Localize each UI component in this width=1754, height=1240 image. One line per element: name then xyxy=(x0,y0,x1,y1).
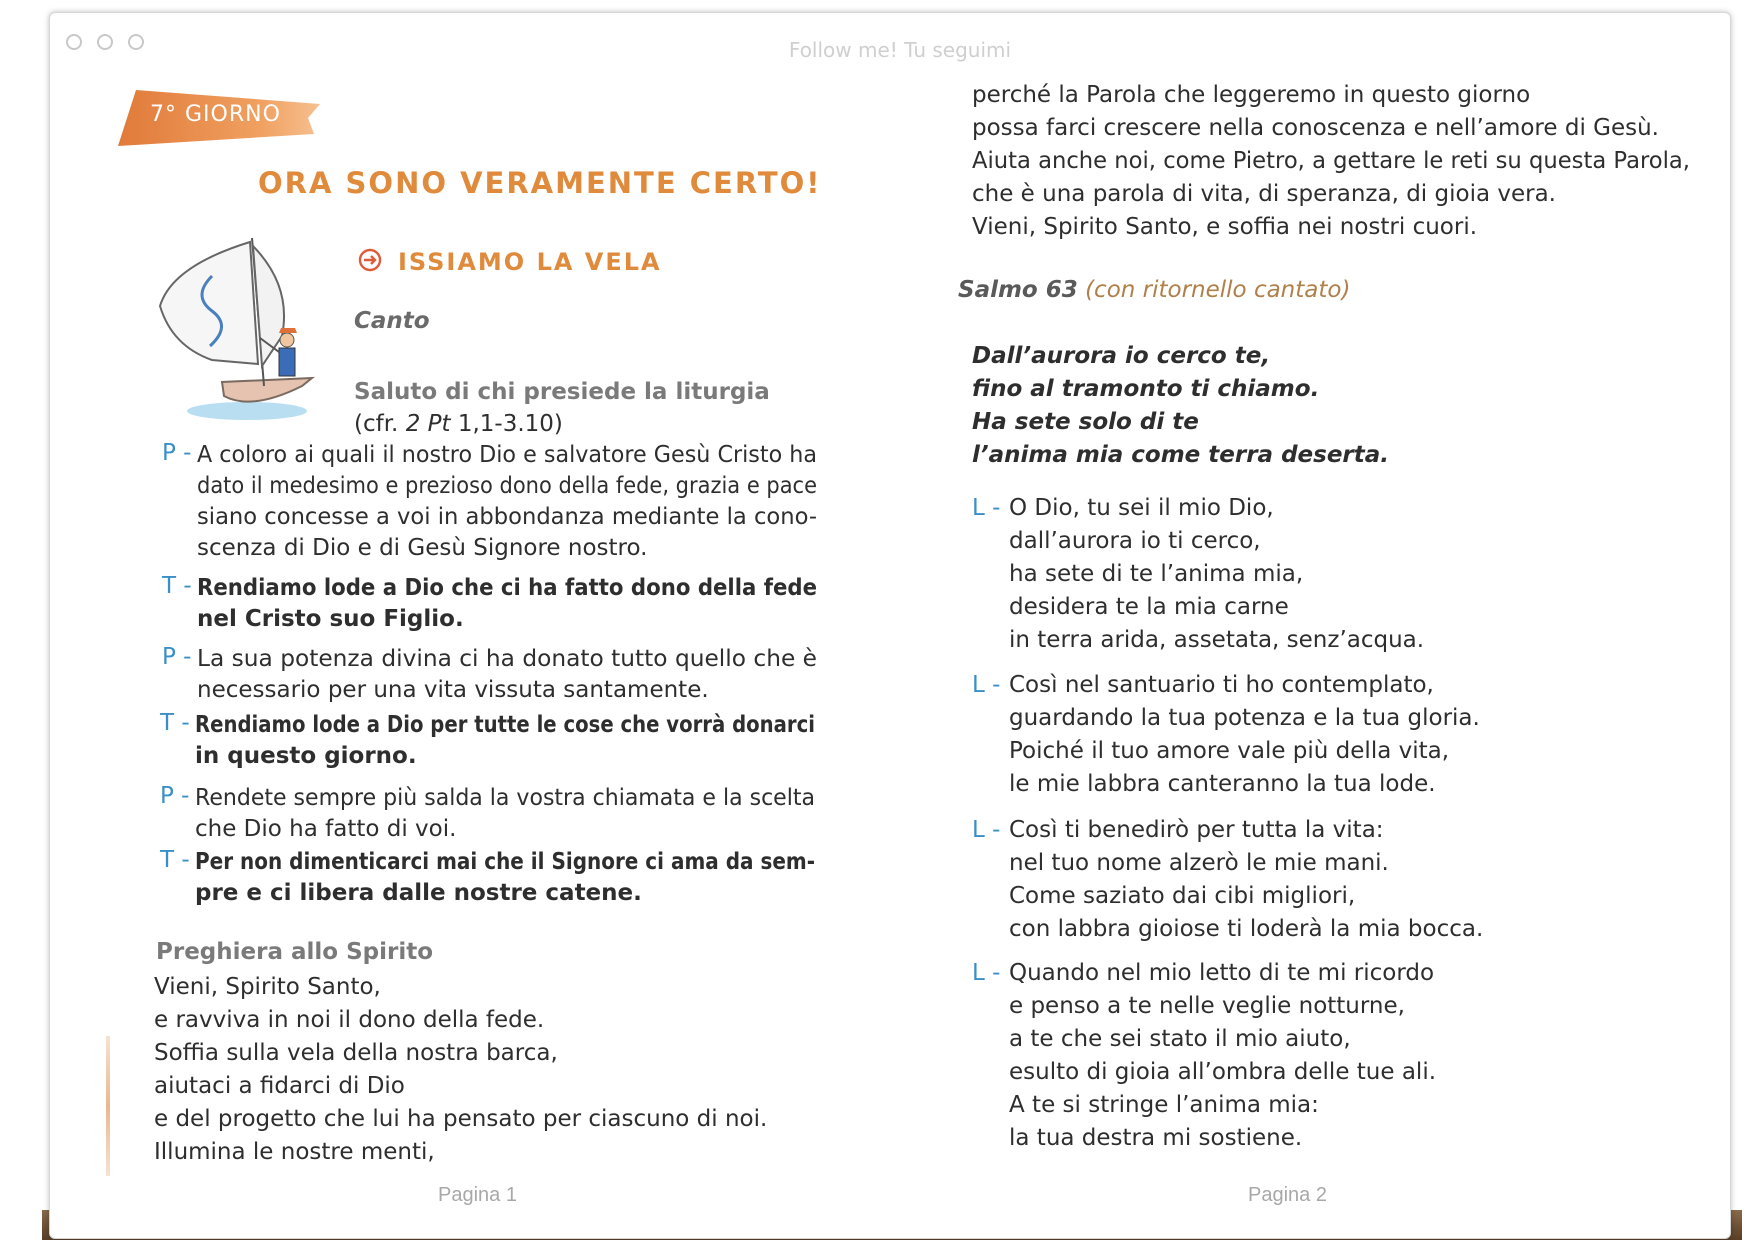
window-title: Follow me! Tu seguimi xyxy=(788,38,1012,62)
dialogue-line: siano concesse a voi in abbondanza mediante la cono- xyxy=(197,504,817,530)
page-number-right: Pagina 2 xyxy=(1248,1184,1327,1206)
speaker-label: P - xyxy=(162,440,192,466)
prayer-line: Aiuta anche noi, come Pietro, a gettare le reti su questa Parola, xyxy=(972,148,1690,174)
greeting-title: Saluto di chi presiede la liturgia xyxy=(354,379,770,405)
stanza-line: A te si stringe l’anima mia: xyxy=(1009,1092,1319,1118)
dialogue-line: A coloro ai quali il nostro Dio e salvatore Gesù Cristo ha xyxy=(197,442,817,468)
prayer-line: Vieni, Spirito Santo, e soffia nei nostri cuori. xyxy=(972,214,1478,240)
stanza-line: Poiché il tuo amore vale più della vita, xyxy=(1009,738,1450,764)
response-line: nel Cristo suo Figlio. xyxy=(197,606,464,632)
response-line: Rendiamo lode a Dio per tutte le cose che vorrà donarci xyxy=(195,712,815,738)
stanza-line: guardando la tua potenza e la tua gloria. xyxy=(1009,705,1480,731)
stanza-line: O Dio, tu sei il mio Dio, xyxy=(1009,495,1274,521)
psalm-heading: Salmo 63 (con ritornello cantato) xyxy=(958,277,1351,303)
zoom-window-icon[interactable] xyxy=(128,34,144,50)
response-line: Per non dimenticarci mai che il Signore ci ama da sem- xyxy=(195,849,815,875)
speaker-label: L - xyxy=(972,960,1001,986)
prayer-line: Vieni, Spirito Santo, xyxy=(154,974,381,1000)
dialogue-line: Rendete sempre più salda la vostra chiamata e la scelta xyxy=(195,785,815,811)
prayer-line: e del progetto che lui ha pensato per ciascuno di noi. xyxy=(154,1106,768,1132)
dialogue-line: necessario per una vita vissuta santamente. xyxy=(197,677,709,703)
speaker-label: P - xyxy=(160,783,190,809)
response-line: in questo giorno. xyxy=(195,743,417,769)
prayer-line: Soffia sulla vela della nostra barca, xyxy=(154,1040,558,1066)
stanza-line: nel tuo nome alzerò le mie mani. xyxy=(1009,850,1389,876)
greeting-reference: (cfr. 2 Pt 1,1-3.10) xyxy=(354,411,563,437)
stanza-line: le mie labbra canteranno la tua lode. xyxy=(1009,771,1436,797)
refrain-line: l’anima mia come terra deserta. xyxy=(972,442,1390,468)
refrain-line: fino al tramonto ti chiamo. xyxy=(972,376,1320,402)
prayer-line: possa farci crescere nella conoscenza e nell’amore di Gesù. xyxy=(972,115,1659,141)
stanza-line: Così ti benedirò per tutta la vita: xyxy=(1009,817,1384,843)
stanza-line: la tua destra mi sostiene. xyxy=(1009,1125,1303,1151)
dialogue-line: dato il medesimo e prezioso dono della fede, grazia e pace xyxy=(197,473,817,499)
speaker-label: T - xyxy=(160,847,190,873)
response-line: pre e ci libera dalle nostre catene. xyxy=(195,880,642,906)
stanza-line: in terra arida, assetata, senz’acqua. xyxy=(1009,627,1425,653)
stanza-line: Quando nel mio letto di te mi ricordo xyxy=(1009,960,1435,986)
prayer-line: perché la Parola che leggeremo in questo giorno xyxy=(972,82,1531,108)
minimize-window-icon[interactable] xyxy=(97,34,113,50)
stanza-line: dall’aurora io ti cerco, xyxy=(1009,528,1261,554)
page-edge-mark xyxy=(106,1036,110,1176)
speaker-label: L - xyxy=(972,672,1001,698)
stanza-line: a te che sei stato il mio aiuto, xyxy=(1009,1026,1351,1052)
refrain-line: Dall’aurora io cerco te, xyxy=(972,343,1271,369)
dialogue-line: che Dio ha fatto di voi. xyxy=(195,816,457,842)
day-ribbon-label: 7° GIORNO xyxy=(150,102,281,127)
stanza-line: desidera te la mia carne xyxy=(1009,594,1289,620)
speaker-label: L - xyxy=(972,817,1001,843)
arrow-right-circle-icon xyxy=(357,247,383,273)
speaker-label: T - xyxy=(160,710,190,736)
canto-label: Canto xyxy=(354,308,430,334)
close-window-icon[interactable] xyxy=(66,34,82,50)
refrain-line: Ha sete solo di te xyxy=(972,409,1199,435)
speaker-label: P - xyxy=(162,644,192,670)
speaker-label: L - xyxy=(972,495,1001,521)
prayer-line: e ravviva in noi il dono della fede. xyxy=(154,1007,545,1033)
sailboat-illustration-icon xyxy=(152,236,332,426)
dialogue-line: scenza di Dio e di Gesù Signore nostro. xyxy=(197,535,648,561)
page-number-left: Pagina 1 xyxy=(438,1184,517,1206)
stanza-line: ha sete di te l’anima mia, xyxy=(1009,561,1304,587)
speaker-label: T - xyxy=(162,573,192,599)
prayer-line: aiutaci a fidarci di Dio xyxy=(154,1073,405,1099)
response-line: Rendiamo lode a Dio che ci ha fatto dono della fede xyxy=(197,575,817,601)
stanza-line: Come saziato dai cibi migliori, xyxy=(1009,883,1356,909)
prayer-line: che è una parola di vita, di speranza, di gioia vera. xyxy=(972,181,1556,207)
stanza-line: e penso a te nelle veglie notturne, xyxy=(1009,993,1405,1019)
section-title: ISSIAMO LA VELA xyxy=(398,248,662,276)
stanza-line: con labbra gioiose ti loderà la mia bocca. xyxy=(1009,916,1484,942)
stanza-line: Così nel santuario ti ho contemplato, xyxy=(1009,672,1434,698)
page-heading: ORA SONO VERAMENTE CERTO! xyxy=(258,166,822,200)
dialogue-line: La sua potenza divina ci ha donato tutto quello che è xyxy=(197,646,817,672)
prayer-line: Illumina le nostre menti, xyxy=(154,1139,435,1165)
prayer-title: Preghiera allo Spirito xyxy=(156,939,434,965)
stanza-line: esulto di gioia all’ombra delle tue ali. xyxy=(1009,1059,1437,1085)
